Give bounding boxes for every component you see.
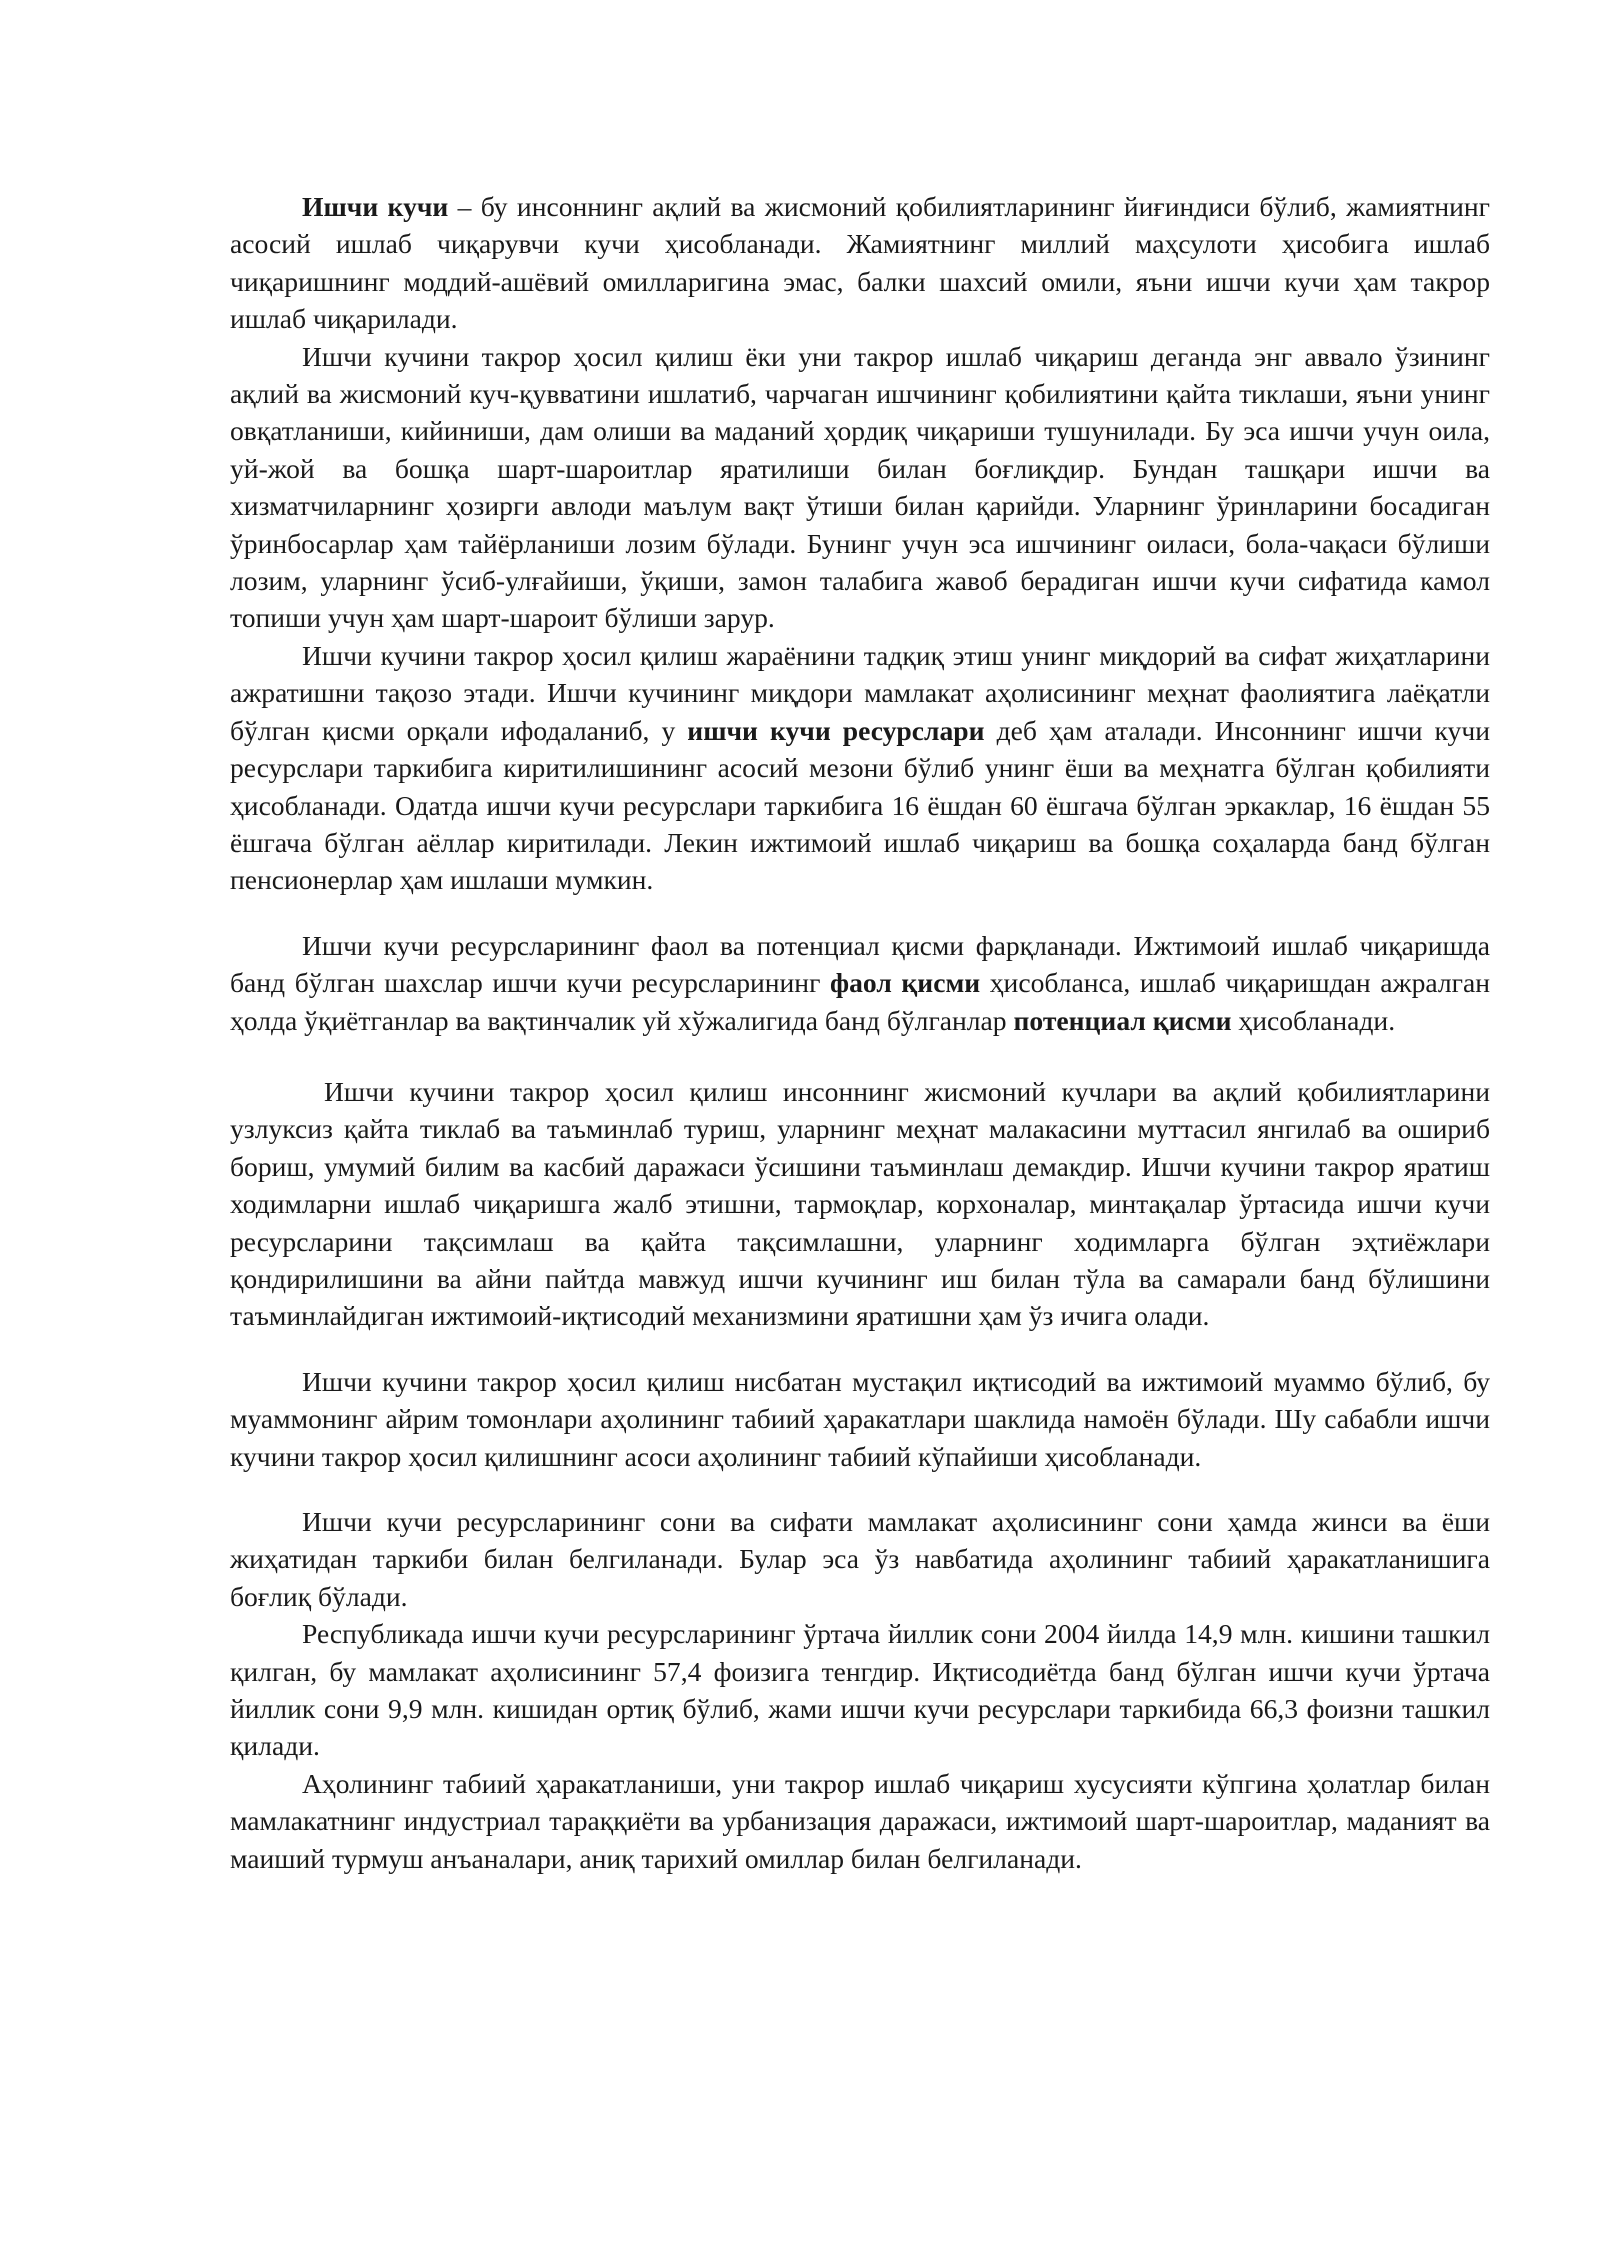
paragraph-text: Ишчи кучини такрор ҳосил қилиш жараёнини тадқиқ этиш унинг миқдорий ва сифат жиҳатларини ажратишни тақозо этади. Ишчи кучининг миқдори мамлакат аҳолисининг меҳнат фаолиятига лаёқатли бўлган қисми орқали ифодаланиб, у [230, 639, 1490, 746]
term-potential-part: потенциал қисми [1013, 1004, 1232, 1036]
paragraph-text: ҳисобланса, ишлаб чиқаришдан ажралган ҳолда ўқиётганлар ва вақтинчалик уй хўжалигида банд бўлганлар [230, 967, 1490, 1036]
paragraph-population-movement [230, 1765, 1490, 1877]
paragraph-text: Ишчи кучини такрор ҳосил қилиш нисбатан мустақил иқтисодий ва ижтимоий муаммо бўлиб, бу муаммонинг айрим томонлари аҳолининг табиий ҳаракатлари шаклида намоён бўлади. Шу сабабли ишчи кучини такрор ҳосил қилишнинг асоси аҳолининг табиий кўпайиши ҳисобланади. [230, 1365, 1490, 1472]
paragraph-number-and-quality [230, 1503, 1490, 1615]
paragraph-active-potential [230, 927, 1490, 1039]
paragraph-republic-statistics [230, 1615, 1490, 1765]
document-body [230, 188, 1490, 1877]
paragraph-text: Ишчи кучи ресурсларининг сони ва сифати мамлакат аҳолисининг сони ҳамда жинси ва ёши жиҳатидан таркиби билан белгиланади. Булар эса ўз навбатида аҳолининг табиий ҳаракатланишига боғлиқ бўлади. [230, 1506, 1490, 1612]
paragraph-labor-resources [230, 637, 1490, 899]
paragraph-labor-reproduction [230, 338, 1490, 637]
paragraph-text: Республикада ишчи кучи ресурсларининг ўртача йиллик сони 2004 йилда 14,9 млн. кишини ташкил қилган, бу мамлакат аҳолисининг 57,4 фоизига тенгдир. Иқтисодиётда банд бўлган ишчи кучи ўртача йиллик сони 9,9 млн. кишидан ортиқ бўлиб, жами ишчи кучи ресурслари таркибида 66,3 фоизни ташкил қилади. [230, 1618, 1490, 1762]
paragraph-text: Аҳолининг табиий ҳаракатланиши, уни такрор ишлаб чиқариш хусусияти кўпгина ҳолатлар билан мамлакатнинг индустриал тараққиёти ва урбанизация даражаси, ижтимоий шарт-шароитлар, маданият ва маиший турмуш анъаналари, аниқ тарихий омиллар билан белгиланади. [230, 1767, 1490, 1874]
paragraph-text: Ишчи кучини такрор ҳосил қилиш инсоннинг жисмоний кучлари ва ақлий қобилиятларини узлуксиз қайта тиклаб ва таъминлаб туриш, уларнинг меҳнат малакасини муттасил янгилаб ва ошириб бориш, умумий билим ва касбий даражаси ўсишини таъминлаш демакдир. Ишчи кучини такрор яратиш ходимларни ишлаб чиқаришга жалб этишни, тармоқлар, корхоналар, минтақалар ўртасида ишчи кучи ресурсларини тақсимлаш ва қайта тақсимлашни, уларнинг ходимларга бўлган эҳтиёжлари қондирилишини ва айни пайтда мавжуд ишчи кучининг иш билан тўла ва самарали банд бўлишини таъминлайдиган ижтимоий-иқтисодий механизмини яратишни ҳам ўз ичига олади. [230, 1075, 1490, 1332]
paragraph-continuous-restoration [230, 1073, 1490, 1335]
paragraph-natural-movement [230, 1363, 1490, 1475]
term-labor-force: Ишчи кучи [302, 191, 449, 222]
paragraph-text: Ишчи кучини такрор ҳосил қилиш ёки уни такрор ишлаб чиқариш деганда энг аввало ўзининг ақлий ва жисмоний куч-қувватини ишлатиб, чарчаган ишчининг қобилиятини қайта тиклаши, яъни унинг овқатланиши, кийиниши, дам олиши ва маданий ҳордиқ чиқариши тушунилади. Бу эса ишчи учун оила, уй-жой ва бошқа шарт-шароитлар яратилиши билан боғлиқдир. Бундан ташқари ишчи ва хизматчиларнинг ҳозирги авлоди маълум вақт ўтиши билан қарийди. Уларнинг ўринларини босадиган ўринбосарлар ҳам тайёрланиши лозим бўлади. Бунинг учун эса ишчининг оиласи, бола-чақаси бўлиши лозим, уларнинг ўсиб-улғайиши, ўқиши, замон талабига жавоб берадиган ишчи кучи сифатида камол топиши учун ҳам шарт-шароит бўлиши зарур. [230, 340, 1490, 634]
paragraph-text: ҳисобланади. [1231, 1004, 1396, 1036]
term-labor-resources: ишчи кучи ресурслари [687, 714, 985, 746]
paragraph-text: – бу инсоннинг ақлий ва жисмоний қобилиятларининг йиғиндиси бўлиб, жамиятнинг асосий ишлаб чиқарувчи кучи ҳисобланади. Жамиятнинг миллий маҳсулоти ҳисобига ишлаб чиқаришнинг моддий-ашёвий омилларигина эмас, балки шахсий омили, яъни ишчи кучи ҳам такрор ишлаб чиқарилади. [230, 191, 1490, 335]
paragraph-text: деб ҳам аталади. Инсоннинг ишчи кучи ресурслари таркибига киритилишининг асосий мезони бўлиб унинг ёши ва меҳнатга бўлган қобилияти ҳисобланади. Одатда ишчи кучи ресурслари таркибига 16 ёшдан 60 ёшгача бўлган эркаклар, 16 ёшдан 55 ёшгача бўлган аёллар киритилади. Лекин ижтимоий ишлаб чиқариш ва бошқа соҳаларда банд бўлган пенсионерлар ҳам ишлаши мумкин. [230, 714, 1490, 896]
term-active-part: фаол қисми [830, 967, 981, 999]
paragraph-text: Ишчи кучи ресурсларининг фаол ва потенциал қисми фарқланади. Ижтимоий ишлаб чиқаришда банд бўлган шахслар ишчи кучи ресурсларининг [230, 929, 1490, 999]
paragraph-labor-force-definition [230, 188, 1490, 338]
